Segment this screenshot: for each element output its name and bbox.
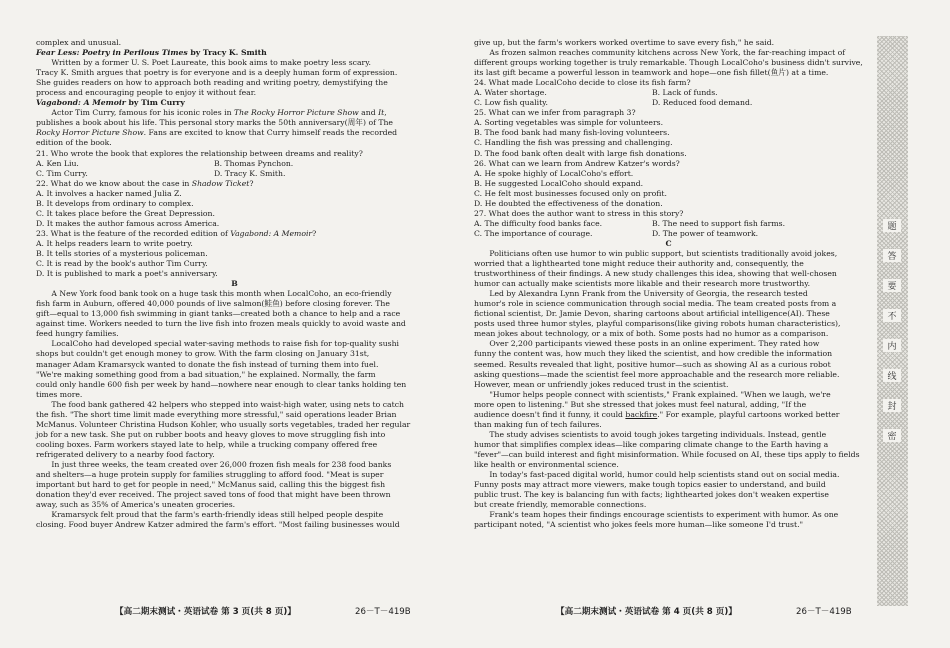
passage-b-line: donation they'd ever received. The project saved tons of food that might have been thrown [36, 490, 391, 500]
passage-b-line: job for a new task. She put on rubber boots and heavy gloves to move struggling fish into [36, 429, 386, 439]
binding-strip-char: 答 [883, 249, 901, 262]
question-27-options-cd: C. The importance of courage. D. The power of teamwork. [474, 228, 759, 238]
passage-c-line: The study advises scientists to avoid tough jokes targeting individuals. Instead, gentle [489, 429, 827, 439]
question-21-options-cd: C. Tim Curry. D. Tracy K. Smith. [36, 168, 286, 178]
passage-b-line: cooling boxes. Farm workers stayed late to help, while a trucking company offered free [36, 439, 378, 449]
passage-c-line: Funny posts may attract more viewers, make tough topics easier to understand, and build [474, 480, 826, 490]
passage-b-line: give up, but the farm's workers worked overtime to save every fish," he said. [474, 38, 775, 47]
binding-strip-char: 题 [883, 219, 901, 232]
passage-c-line: funny the content was, how much they liked the scientist, and how credible the information [474, 349, 833, 359]
passage-b-line: times more. [36, 389, 83, 399]
question-21: 21. Who wrote the book that explores the relationship between dreams and reality? [36, 148, 363, 158]
passage-c-line: seemed. Results revealed that light, positive humor—such as showing AI as a curious robot [474, 359, 831, 369]
question-24: 24. What made LocalCoho decide to close its fish farm? [474, 78, 691, 88]
question-22-option-b: B. It develops from ordinary to complex. [36, 198, 194, 208]
text-line: Tracy K. Smith argues that poetry is for everyone and is a deeply human form of expression. [36, 68, 398, 78]
passage-c-line: asking questions—made the scientist feel more approachable and the research more reliable. [474, 369, 840, 379]
binding-strip-char: 封 [883, 399, 901, 412]
passage-c-line: audience doesn't find it funny, it could backfire." For example, playful cartoons worked better [474, 409, 840, 419]
binding-strip-char: 线 [883, 369, 901, 382]
passage-b-line: its last gift became a powerful lesson in teamwork and hope—one fish fillet(鱼片) at a time. [474, 68, 829, 78]
question-25: 25. What can we infer from paragraph 3? [474, 108, 636, 118]
passage-b-line: In just three weeks, the team created over 26,000 frozen fish meals for 238 food banks [51, 459, 392, 469]
question-22: 22. What do we know about the case in Shadow Ticket? [36, 178, 254, 188]
passage-b-line: refrigerated delivery to a nearby food factory. [36, 449, 215, 459]
page-3-footer: 【高二期末测试・英语试卷 第 3 页(共 8 页)】 [115, 607, 296, 617]
passage-c-line: Over 2,200 participants viewed these posts in an online experiment. They rated how [489, 339, 820, 349]
passage-b-line: against time. Workers needed to turn the live fish into frozen meals quickly to avoid waste and [36, 319, 406, 329]
passage-b-line: closing. Food buyer Andrew Katzer admired the farm's effort. "Most failing businesses would [36, 520, 400, 530]
text-line: complex and unusual. [36, 38, 122, 47]
passage-b-line: "We're making something good from a bad situation," he explained. Normally, the farm [36, 369, 376, 379]
text-line: edition of the book. [36, 138, 112, 148]
passage-b-line: LocalCoho had developed special water-saving methods to raise fish for top-quality sushi [51, 339, 400, 349]
passage-b-line: McManus. Volunteer Christina Hudson Kohler, who usually sorts vegetables, traded her regular [36, 419, 411, 429]
text-line: She guides readers on how to approach both reading and writing poetry, demystifying the [36, 78, 388, 88]
question-27: 27. What does the author want to stress in this story? [474, 208, 684, 218]
passage-c-line: posts used three humor styles, playful comparisons(like giving robots human characteristics), [474, 319, 841, 329]
passage-c-line: participant noted, "A scientist who jokes feels more human—like someone I'd trust." [474, 520, 804, 530]
passage-c-line: "Humor helps people connect with scientists," Frank explained. "When we laugh, we're [489, 389, 831, 399]
question-26-option-a: A. He spoke highly of LocalCoho's effort. [474, 168, 634, 178]
passage-c-line: worried that a lighthearted tone might reduce their authority and, consequently, the [474, 259, 804, 269]
passage-c-line: "fever"—can build interest and fight misinformation. While focused on AI, these tips apply to fields [474, 449, 860, 459]
passage-c-line: humor that simplifies complex ideas—like comparing climate change to the Earth having a [474, 439, 829, 449]
passage-b-line: important but hard to get for people in need," McManus said, calling this the biggest fish [36, 480, 386, 490]
passage-c-line: Frank's team hopes their findings encourage scientists to experiment with humor. As one [489, 510, 839, 520]
question-22-option-c: C. It takes place before the Great Depression. [36, 208, 215, 218]
passage-c-line: However, mean or unfriendly jokes reduced trust in the scientist. [474, 379, 729, 389]
passage-b-line: Kramarsyck felt proud that the farm's earth-friendly ideas still helped people despite [51, 510, 384, 520]
passage-b-line: and shelters—a huge protein supply for families struggling to afford food. "Meat is super [36, 470, 384, 480]
page-3-column [36, 38, 433, 530]
question-25-option-c: C. Handling the fish was pressing and challenging. [474, 138, 673, 148]
passage-c-line: In today's fast-paced digital world, humor could help scientists stand out on social media. [489, 470, 840, 480]
text-line: process and encouraging people to enjoy it without fear. [36, 88, 257, 98]
question-25-option-d: D. The food bank often dealt with large fish donations. [474, 148, 687, 158]
underlined-word-backfire: backfire [625, 409, 658, 419]
question-22-option-a: A. It involves a hacker named Julia Z. [36, 188, 182, 198]
passage-c-line: trustworthiness of their findings. A new study challenges this idea, showing that well-chosen [474, 269, 837, 279]
question-25-option-b: B. The food bank had many fish-loving volunteers. [474, 128, 670, 138]
binding-strip-char: 不 [883, 309, 901, 322]
question-22-option-d: D. It makes the author famous across America. [36, 218, 220, 228]
page-4-column [474, 38, 863, 530]
passage-c-line: more open to listening." But she stressed that jokes must feel natural, adding, "If the [474, 399, 807, 409]
question-23-option-c: C. It is read by the book's author Tim Curry. [36, 259, 208, 269]
page-4-code: 26－T－419B [796, 607, 852, 617]
text-line: Rocky Horror Picture Show. Fans are excited to know that Curry himself reads the recorded [36, 128, 398, 138]
binding-strip-char: 内 [883, 339, 901, 352]
passage-c-line: Politicians often use humor to win public support, but scientists traditionally avoid jokes, [489, 248, 838, 258]
passage-c-line: humor's role in science communication through social media. The team created posts from a [474, 299, 837, 309]
passage-c-line: mean jokes about technology, or a mix of both. Some posts had no humor as a comparison. [474, 329, 829, 339]
section-b-heading: B [231, 279, 238, 289]
question-26-option-b: B. He suggested LocalCoho should expand. [474, 178, 644, 188]
question-27-options-ab: A. The difficulty food banks face. B. The need to support fish farms. [474, 218, 786, 228]
passage-b-line: The food bank gathered 42 helpers who stepped into waist-high water, using nets to catch [51, 399, 404, 409]
passage-b-line: shops but couldn't get enough money to grow. With the farm closing on January 31st, [36, 349, 370, 359]
question-24-options-cd: C. Low fish quality. D. Reduced food demand. [474, 98, 753, 108]
text-line: Written by a former U. S. Poet Laureate, this book aims to make poetry less scary. [51, 58, 371, 68]
passage-b-line: fish farm in Auburn, offered 40,000 pounds of live salmon(鲑鱼) before closing forever. The [36, 299, 390, 309]
question-25-option-a: A. Sorting vegetables was simple for volunteers. [474, 118, 664, 128]
passage-b-line: different groups working together is truly remarkable. Though LocalCoho's business didn't survive, [474, 58, 863, 68]
passage-b-line: could only handle 600 fish per week by hand—nowhere near enough to clear tanks holding ten [36, 379, 407, 389]
passage-c-line: humor can actually make scientists more likable and their research more trustworthy. [474, 279, 811, 289]
question-23-option-d: D. It is published to mark a poet's anniversary. [36, 269, 218, 279]
question-26: 26. What can we learn from Andrew Katzer's words? [474, 158, 680, 168]
passage-b-line: away, such as 35% of America's uneaten groceries. [36, 500, 236, 510]
question-26-option-c: C. He felt most businesses focused only on profit. [474, 188, 667, 198]
binding-strip-char: 密 [883, 429, 901, 442]
question-23-option-b: B. It tells stories of a mysterious policeman. [36, 248, 208, 258]
question-23: 23. What is the feature of the recorded edition of Vagabond: A Memoir? [36, 228, 317, 238]
question-26-option-d: D. He doubted the effectiveness of the donation. [474, 198, 663, 208]
passage-c-line: public trust. The key is balancing fun with facts; lighthearted jokes don't weaken expertise [474, 490, 829, 500]
question-24-options-ab: A. Water shortage. B. Lack of funds. [474, 88, 718, 98]
page-4-footer: 【高二期末测试・英语试卷 第 4 页(共 8 页)】 [556, 607, 737, 617]
book-title-fear-less: Fear Less: Poetry in Perilous Times by Tracy K. Smith [36, 48, 267, 58]
text-line: Actor Tim Curry, famous for his iconic roles in The Rocky Horror Picture Show and It, [51, 108, 387, 118]
passage-b-line: the fish. "The short time limit made everything more stressful," said operations leader Brian [36, 409, 397, 419]
text-line: publishes a book about his life. This personal story marks the 50th anniversary(周年) of The [36, 118, 393, 128]
passage-b-line: gift—equal to 13,000 fish swimming in giant tanks—created both a chance to help and a race [36, 309, 401, 319]
page-3-code: 26－T－419B [355, 607, 411, 617]
passage-c-line: but create friendly, memorable connections. [474, 500, 647, 510]
passage-c-line: than making fun of tech failures. [474, 419, 602, 429]
passage-c-line: like health or environmental science. [474, 459, 619, 469]
binding-strip-char: 要 [883, 279, 901, 292]
section-c-heading: C [665, 238, 672, 248]
question-21-options-ab: A. Ken Liu. B. Thomas Pynchon. [36, 158, 294, 168]
passage-b-line: A New York food bank took on a huge task this month when LocalCoho, an eco-friendly [51, 289, 392, 299]
passage-b-line: feed hungry families. [36, 329, 119, 339]
passage-b-line: manager Adam Kramarsyck wanted to donate the fish instead of turning them into fuel. [36, 359, 379, 369]
question-23-option-a: A. It helps readers learn to write poetry. [36, 238, 193, 248]
book-title-vagabond: Vagabond: A Memoir by Tim Curry [36, 98, 185, 108]
passage-c-line: Led by Alexandra Lynn Frank from the University of Georgia, the research tested [489, 289, 808, 299]
passage-b-line: As frozen salmon reaches community kitchens across New York, the far-reaching impact of [489, 48, 846, 58]
passage-c-line: fictional scientist, Dr. Jamie Devon, sharing cartoons about artificial intelligence(AI). These [474, 309, 830, 319]
